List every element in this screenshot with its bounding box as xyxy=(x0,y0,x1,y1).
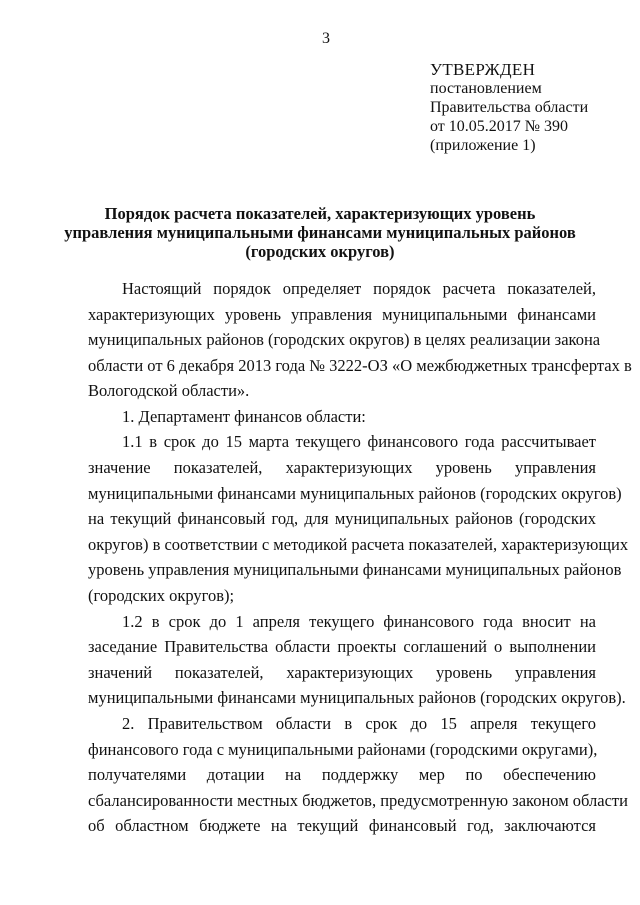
body-line: характеризующих уровень управления муниципальными финансами xyxy=(88,305,596,324)
title-line: Порядок расчета показателей, характеризующих уровень xyxy=(104,204,536,223)
document-title xyxy=(60,204,580,261)
body-line: 1.2 в срок до 1 апреля текущего финансового года вносит на xyxy=(122,612,596,631)
body-line: муниципальных районов (городских округов) в целях реализации закона xyxy=(88,330,601,349)
body-line: значение показателей, характеризующих уровень управления xyxy=(88,458,596,477)
body-line: муниципальными финансами муниципальных районов (городских округов) xyxy=(88,484,622,503)
body-line: округов) в соответствии с методикой расчета показателей, характеризующих xyxy=(88,535,629,554)
body-line: заседание Правительства области проекты соглашений о выполнении xyxy=(88,637,596,656)
body-line: 2. Правительством области в срок до 15 апреля текущего xyxy=(122,714,596,733)
approval-line: от 10.05.2017 № 390 xyxy=(430,118,569,135)
body-line: об областном бюджете на текущий финансовый год, заключаются xyxy=(88,816,596,835)
body-line: 1.1 в срок до 15 марта текущего финансового года рассчитывает xyxy=(122,432,596,451)
approval-line: постановлением xyxy=(430,80,542,97)
body-line: получателями дотации на поддержку мер по обеспечению xyxy=(88,765,596,784)
body-line: на текущий финансовый год, для муниципальных районов (городских xyxy=(88,509,596,528)
approval-line: (приложение 1) xyxy=(430,137,536,154)
approval-line: Правительства области xyxy=(430,99,589,116)
body-line: финансового года с муниципальными районами (городскими округами), xyxy=(88,740,598,759)
title-line: (городских округов) xyxy=(245,242,395,261)
approval-stamp xyxy=(430,60,588,155)
body-line: значений показателей, характеризующих уровень управления xyxy=(88,663,596,682)
title-line: управления муниципальными финансами муниципальных районов xyxy=(64,223,576,242)
page-number: 3 xyxy=(322,30,330,47)
body-line: (городских округов); xyxy=(88,586,235,605)
approval-heading: УТВЕРЖДЕН xyxy=(430,60,536,79)
body-line: уровень управления муниципальными финансами муниципальных районов xyxy=(88,560,622,579)
body-line: 1. Департамент финансов области: xyxy=(122,407,366,426)
body-line: Вологодской области». xyxy=(88,381,250,400)
body-line: муниципальными финансами муниципальных районов (городских округов). xyxy=(88,688,626,707)
body-line: области от 6 декабря 2013 года № 3222-ОЗ «О межбюджетных трансфертах в xyxy=(88,356,632,375)
body-line: сбалансированности местных бюджетов, предусмотренную законом области xyxy=(88,791,628,810)
body-line: Настоящий порядок определяет порядок расчета показателей, xyxy=(122,279,596,298)
